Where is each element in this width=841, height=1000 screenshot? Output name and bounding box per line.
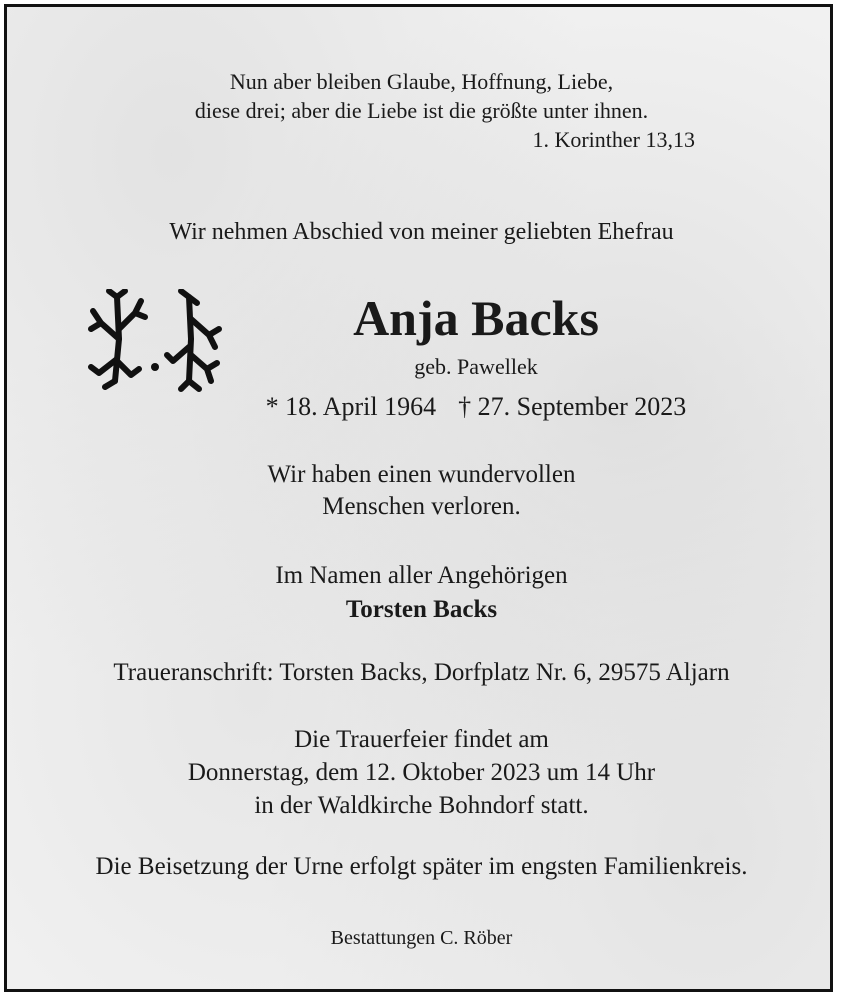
- birth-date: * 18. April 1964: [265, 392, 437, 421]
- deceased-name: Anja Backs: [353, 290, 599, 346]
- intro-text: Wir nehmen Abschied von meiner geliebten Ehefrau: [169, 219, 674, 245]
- message-line-2: Menschen verloren.: [322, 493, 521, 520]
- verse-line-1: Nun aber bleiben Glaube, Hoffnung, Liebe,: [229, 69, 614, 94]
- burial-info: Die Beisetzung der Urne erfolgt später im engsten Familienkreis.: [95, 853, 748, 880]
- birth-name: geb. Pawellek: [414, 354, 538, 379]
- mourning-address: Traueranschrift: Torsten Backs, Dorfplatz Nr. 6, 29575 Aljarn: [113, 659, 730, 686]
- signature: [7, 559, 836, 627]
- life-dates: [137, 392, 815, 422]
- ceremony-line-1: Die Trauerfeier findet am: [294, 726, 549, 753]
- signature-line: Im Namen aller Angehörigen: [275, 562, 568, 589]
- funeral-home: Bestattungen C. Röber: [330, 927, 513, 949]
- message: [7, 459, 836, 523]
- death-date: † 27. September 2023: [458, 392, 687, 421]
- ceremony-line-2: Donnerstag, dem 12. Oktober 2023 um 14 Uhr: [187, 759, 656, 786]
- verse-reference: 1. Korinther 13,13: [532, 127, 695, 152]
- ceremony-info: [7, 723, 836, 822]
- message-line-1: Wir haben einen wundervollen: [267, 461, 576, 488]
- ceremony-line-3: in der Waldkirche Bohndorf statt.: [254, 792, 589, 819]
- bible-verse: [7, 67, 836, 125]
- obituary-frame: [4, 4, 833, 992]
- signer-name: Torsten Backs: [345, 596, 498, 623]
- verse-line-2: diese drei; aber die Liebe ist die größte unter ihnen.: [194, 98, 649, 123]
